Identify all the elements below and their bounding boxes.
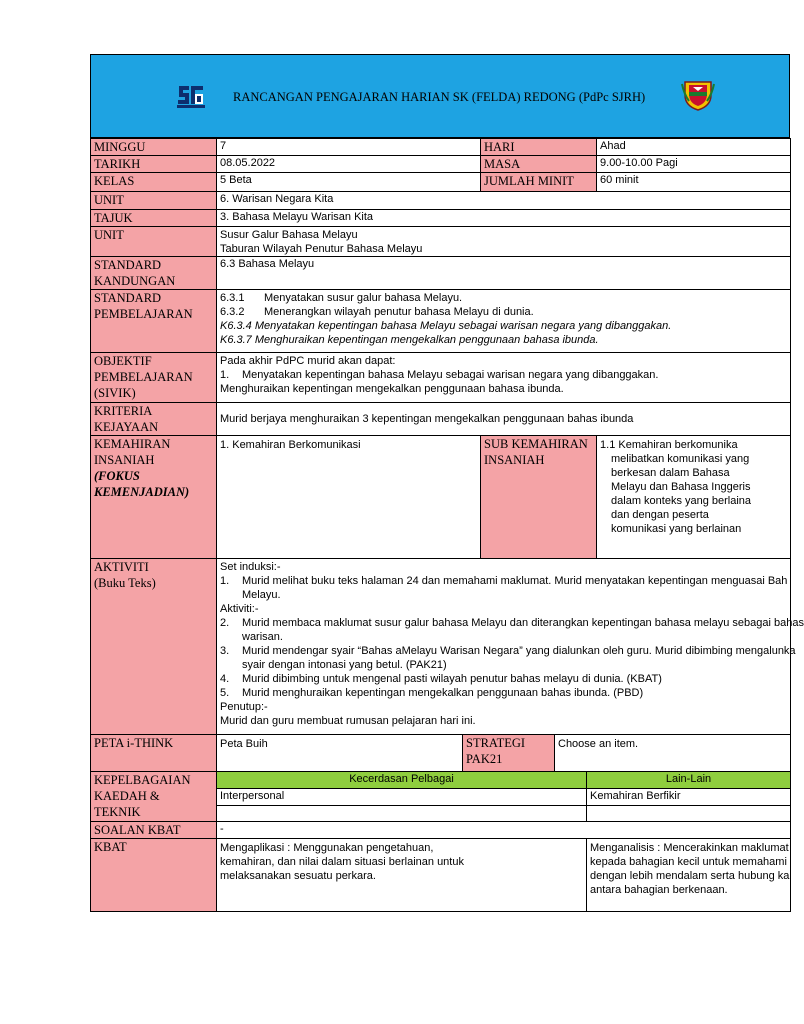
standard-pembelajaran-label-line: STANDARD [94,291,162,305]
standard-kandungan-label-line: STANDARD [94,258,162,272]
row-tajuk [91,210,791,227]
sub-kemahiran-line: berkesan dalam Bahasa [611,467,730,479]
kriteria-label-line: KRITERIA [94,404,153,418]
lain-lain-value: Kemahiran Berfikir [587,789,791,806]
kriteria-label [91,403,217,436]
lesson-plan-table [90,138,804,912]
soalan-kbat-label: SOALAN KBAT [91,822,217,839]
sub-kemahiran-line: dalam konteks yang berlaina [611,495,752,507]
tajuk-value: 3. Bahasa Melayu Warisan Kita [217,210,791,227]
sub-kemahiran-line: dan dengan peserta [611,509,709,521]
tajuk-label: TAJUK [91,210,217,227]
aktiviti-item-text: Murid mendengar syair “Bahas aMelayu Warisan Negara” yang dialunkan oleh guru. Murid dibimbing mengalunka [242,645,796,657]
aktiviti-item [220,574,787,588]
aktiviti-item-cont: warisan. [242,631,283,643]
aktiviti-item-cont: Melayu. [242,589,281,601]
aktiviti-penutup-line: Murid dan guru membuat rumusan pelajaran hari ini. [220,715,476,727]
lain-lain-blank [587,806,791,822]
row-objektif [91,353,791,403]
aktiviti-item [220,686,787,700]
kemahiran-label-line: (FOKUS [94,469,140,483]
sub-kemahiran-line: Melayu dan Bahasa Inggeris [611,481,751,493]
aktiviti-item-text: Murid membaca maklumat susur galur bahasa Melayu dan diterangkan kepentingan bahasa melayu sebagai bahas [242,617,804,629]
kepelbagaian-label [91,772,217,822]
sp-item [220,291,787,305]
kbat-left-line: kemahiran, dan nilai dalam situasi berlainan untuk [220,856,464,868]
header-banner [90,54,790,138]
strategi-value[interactable]: Choose an item. [555,735,791,772]
lain-lain-header: Lain-Lain [587,772,791,789]
school-logo-icon [175,82,207,110]
aktiviti-label [91,559,217,735]
row-unit [91,192,791,210]
unit-label: UNIT [91,192,217,210]
unit-detail-label: UNIT [91,227,217,257]
row-kriteria [91,403,791,436]
row-tarikh [91,156,791,173]
jumlah-minit-label: JUMLAH MINIT [481,173,597,192]
strategi-label-line: PAK21 [466,752,503,766]
objektif-item-text: Menyatakan kepentingan bahasa Melayu sebagai warisan negara yang dibanggakan. [242,369,659,381]
row-kbat [91,839,791,912]
objektif-value [217,353,791,403]
standard-pembelajaran-label [91,290,217,353]
row-peta [91,735,791,772]
standard-kandungan-label [91,257,217,290]
aktiviti-item [220,616,804,630]
kepelbagaian-label-line: TEKNIK [94,805,141,819]
objektif-label-line: (SIVIK) [94,386,136,400]
aktiviti-item-num: 5. [220,687,230,699]
kbat-label: KBAT [91,839,217,912]
row-kemahiran [91,436,791,559]
kemahiran-label-line: KEMAHIRAN [94,437,171,451]
sp-item-num: 6.3.2 [220,306,245,318]
objektif-line: Menghuraikan kepentingan mengekalkan penggunaan bahasa ibunda. [220,383,564,395]
peta-label: PETA i-THINK [91,735,217,772]
kemahiran-label-line: INSANIAH [94,453,155,467]
row-standard-kandungan [91,257,791,290]
row-soalan-kbat [91,822,791,839]
sp-item-text: Menerangkan wilayah penutur bahasa Melayu di dunia. [264,306,534,318]
sp-item-num: 6.3.1 [220,292,245,304]
sub-kemahiran-value [597,436,791,559]
sub-kemahiran-label-line: INSANIAH [484,453,545,467]
kecerdasan-pelbagai-value: Interpersonal [217,789,587,806]
aktiviti-heading: Penutup:- [220,701,268,713]
kbat-right-value [587,839,791,912]
minggu-label: MINGGU [91,139,217,156]
kemahiran-label-line: KEMENJADIAN) [94,485,190,499]
unit-value: 6. Warisan Negara Kita [217,192,791,210]
kriteria-value: Murid berjaya menghuraikan 3 kepentingan mengekalkan penggunaan bahas ibunda [217,403,791,436]
standard-pembelajaran-value [217,290,791,353]
row-minggu [91,139,791,156]
masa-label: MASA [481,156,597,173]
sp-item-text: Menyatakan susur galur bahasa Melayu. [264,292,463,304]
soalan-kbat-value: - [217,822,791,839]
aktiviti-item-num: 4. [220,673,230,685]
sp-italic-line: K6.3.7 Menghuraikan kepentingan mengekalkan penggunaan bahasa ibunda. [220,334,599,346]
kemahiran-value: 1. Kemahiran Berkomunikasi [217,436,481,559]
strategi-label-line: STRATEGI [466,736,526,750]
row-kelas [91,173,791,192]
kecerdasan-pelbagai-blank [217,806,587,822]
aktiviti-item-text: Murid menghuraikan kepentingan mengekalkan penggunaan bahas ibunda. (PBD) [242,687,644,699]
objektif-label [91,353,217,403]
strategi-label [463,735,555,772]
kbat-right-line: Menganalisis : Mencerakinkan maklumat [590,842,789,854]
aktiviti-item [220,644,796,658]
row-unit-detail [91,227,791,257]
aktiviti-item-num: 1. [220,575,230,587]
sub-kemahiran-line: 1.1 Kemahiran berkomunika [600,439,738,451]
sub-kemahiran-line: melibatkan komunikasi yang [611,453,750,465]
kelas-label: KELAS [91,173,217,192]
objektif-label-line: PEMBELAJARAN [94,370,193,384]
jumlah-minit-value: 60 minit [597,173,791,192]
kbat-left-value [217,839,587,912]
minggu-value: 7 [217,139,481,156]
standard-kandungan-label-line: KANDUNGAN [94,274,176,288]
objektif-item-num: 1. [220,369,230,381]
sub-kemahiran-line: komunikasi yang berlainan [611,523,742,535]
tarikh-value: 08.05.2022 [217,156,481,173]
aktiviti-item-text: Murid melihat buku teks halaman 24 dan memahami maklumat. Murid menyatakan kepentingan menguasai Bah [242,575,788,587]
standard-pembelajaran-label-line: PEMBELAJARAN [94,307,193,321]
aktiviti-item-cont: syair dengan intonasi yang betul. (PAK21) [242,659,447,671]
aktiviti-label-line: (Buku Teks) [94,576,156,590]
kbat-left-line: melaksanakan sesuatu perkara. [220,870,376,882]
aktiviti-item [220,672,787,686]
kbat-left-line: Mengaplikasi : Menggunakan pengetahuan, [220,842,434,854]
objektif-intro: Pada akhir PdPC murid akan dapat: [220,355,396,367]
kelas-value: 5 Beta [217,173,481,192]
unit-detail-line: Susur Galur Bahasa Melayu [220,229,358,241]
sub-kemahiran-label [481,436,597,559]
standard-kandungan-value: 6.3 Bahasa Melayu [217,257,791,290]
lesson-plan-document [90,54,804,912]
aktiviti-label-line: AKTIVITI [94,560,149,574]
kepelbagaian-label-line: KEPELBAGAIAN [94,773,191,787]
kriteria-label-line: KEJAYAAN [94,420,159,434]
aktiviti-item-num: 2. [220,617,230,629]
hari-label: HARI [481,139,597,156]
aktiviti-value [217,559,804,735]
kbat-right-line: antara bahagian berkenaan. [590,884,728,896]
objektif-label-line: OBJEKTIF [94,354,152,368]
hari-value: Ahad [597,139,791,156]
kbat-right-line: kepada bahagian kecil untuk memahami [590,856,787,868]
aktiviti-heading: Aktiviti:- [220,603,259,615]
aktiviti-item-text: Murid dibimbing untuk mengenal pasti wilayah penutur bahas melayu di dunia. (KBAT) [242,673,662,685]
kepelbagaian-label-line: KAEDAH & [94,789,160,803]
aktiviti-item-num: 3. [220,645,230,657]
tarikh-label: TARIKH [91,156,217,173]
aktiviti-heading: Set induksi:- [220,561,281,573]
peta-value: Peta Buih [217,735,463,772]
kemahiran-label [91,436,217,559]
kecerdasan-pelbagai-header: Kecerdasan Pelbagai [217,772,587,789]
sp-italic-line: K6.3.4 Menyatakan kepentingan bahasa Melayu sebagai warisan negara yang dibanggakan. [220,320,672,332]
sp-item [220,305,787,319]
masa-value: 9.00-10.00 Pagi [597,156,791,173]
unit-detail-line: Taburan Wilayah Penutur Bahasa Melayu [220,243,423,255]
objektif-item [220,368,787,382]
kbat-right-line: dengan lebih mendalam serta hubung ka [590,870,790,882]
row-kepelbagaian-head [91,772,791,789]
sub-kemahiran-label-line: SUB KEMAHIRAN [484,437,588,451]
crest-icon [681,79,715,111]
row-aktiviti [91,559,791,735]
unit-detail-value [217,227,791,257]
page-title: RANCANGAN PENGAJARAN HARIAN SK (FELDA) REDONG (PdPc SJRH) [233,90,646,104]
row-standard-pembelajaran [91,290,791,353]
